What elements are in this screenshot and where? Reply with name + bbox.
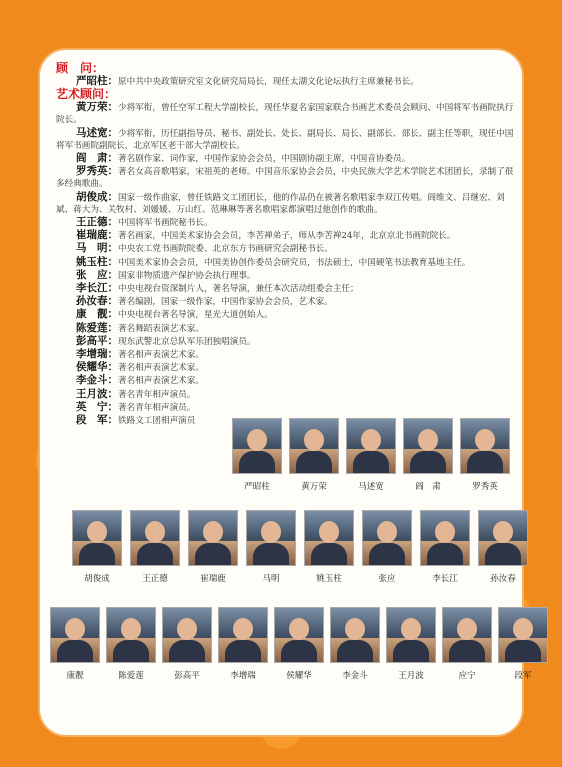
portrait-photo: [420, 510, 470, 566]
portrait-photo: [106, 607, 156, 663]
art-advisor-entry: [56, 229, 516, 242]
portrait-photo: [218, 607, 268, 663]
art-advisor-name: 崔瑞鹿：: [76, 229, 118, 242]
art-advisor-desc: 著名青年相声演员。: [118, 389, 196, 400]
art-advisor-entry: [56, 269, 516, 282]
art-advisor-name: 李长江：: [76, 282, 118, 295]
person-card: [106, 607, 156, 681]
portrait-caption: 胡俊成: [84, 574, 110, 584]
portrait-face: [319, 521, 339, 543]
person-card: [72, 510, 122, 584]
advisor-list: [56, 62, 516, 427]
portrait-face: [261, 521, 281, 543]
portrait-caption: 康靓: [66, 671, 84, 681]
portrait-photo: [498, 607, 548, 663]
person-card: [289, 418, 339, 492]
art-advisor-name: 段 军：: [76, 414, 118, 427]
portrait-face: [87, 521, 107, 543]
portrait-caption: 姚玉柱: [316, 574, 342, 584]
art-advisor-name: 陈爱莲：: [76, 321, 118, 334]
portrait-face: [361, 429, 381, 451]
art-advisor-name: 李金斗：: [76, 374, 118, 387]
art-advisor-desc: 著名相声表演艺术家。: [118, 363, 204, 374]
portrait-body: [225, 640, 261, 663]
art-advisor-entry: [56, 322, 516, 335]
portrait-face: [401, 618, 421, 640]
person-card: [50, 607, 100, 681]
portrait-body: [393, 640, 429, 663]
portrait-photo: [478, 510, 528, 566]
person-card: [403, 418, 453, 492]
art-advisor-entry: [56, 361, 516, 374]
portrait-body: [410, 451, 446, 474]
portrait-body: [57, 640, 93, 663]
person-card: [346, 418, 396, 492]
portrait-photo: [403, 418, 453, 474]
portrait-caption: 孙汝春: [490, 574, 516, 584]
portrait-face: [304, 429, 324, 451]
person-card: [362, 510, 412, 584]
portrait-face: [457, 618, 477, 640]
art-advisor-entry: [56, 191, 516, 216]
portrait-face: [475, 429, 495, 451]
art-advisor-entry: [56, 216, 516, 229]
art-advisor-name: 王正德：: [76, 216, 118, 229]
portrait-body: [485, 543, 521, 566]
advisor-name: 严昭柱：: [76, 75, 118, 87]
art-advisor-name: 阎 肃：: [76, 152, 118, 165]
portrait-caption: 崔瑞鹿: [200, 574, 226, 584]
art-advisor-desc: 著名编剧，国家一级作家，中国作家协会会员，艺术家。: [118, 297, 333, 308]
art-advisor-desc: 少将军衔，曾任空军工程大学副校长，现任华夏名家国家联合书画艺术委员会顾问、中国将军书画院执行院长。: [56, 103, 514, 126]
art-advisor-name: 彭高平：: [76, 334, 118, 347]
portrait-photo: [330, 607, 380, 663]
person-card: [498, 607, 548, 681]
art-advisor-desc: 著名相声表演艺术家。: [118, 376, 204, 387]
person-card: [420, 510, 470, 584]
art-advisor-entry: [56, 308, 516, 321]
portrait-face: [65, 618, 85, 640]
photo-row-3: [50, 607, 548, 681]
portrait-caption: 黄万荣: [301, 482, 327, 492]
portrait-photo: [246, 510, 296, 566]
portrait-body: [296, 451, 332, 474]
portrait-photo: [50, 607, 100, 663]
portrait-face: [289, 618, 309, 640]
art-advisor-name: 王月波：: [76, 387, 118, 400]
art-advisor-name: 罗秀英：: [76, 165, 118, 178]
portrait-face: [203, 521, 223, 543]
art-advisor-name: 英 宁：: [76, 400, 118, 413]
art-advisor-desc: 中央电视台资深制片人，著名导演，兼任本次活动组委会主任；: [118, 284, 359, 295]
portrait-caption: 段军: [514, 671, 532, 681]
art-advisor-name: 马 明：: [76, 242, 118, 255]
portrait-caption: 陈爱莲: [118, 671, 144, 681]
portrait-caption: 马明: [262, 574, 280, 584]
art-advisor-name: 马述宽：: [76, 126, 118, 139]
art-advisor-entry: [56, 335, 516, 348]
art-advisor-entry: [56, 282, 516, 295]
portrait-photo: [130, 510, 180, 566]
portrait-photo: [460, 418, 510, 474]
portrait-caption: 张应: [378, 574, 396, 584]
portrait-photo: [274, 607, 324, 663]
art-advisor-name: 孙汝春：: [76, 295, 118, 308]
art-advisor-name: 张 应：: [76, 268, 118, 281]
portrait-photo: [386, 607, 436, 663]
portrait-body: [337, 640, 373, 663]
art-advisor-entry: [56, 374, 516, 387]
art-advisor-entry: [56, 295, 516, 308]
portrait-photo: [162, 607, 212, 663]
portrait-caption: 马述宽: [358, 482, 384, 492]
person-card: [188, 510, 238, 584]
portrait-photo: [289, 418, 339, 474]
person-card: [274, 607, 324, 681]
advisor-entry: [56, 75, 516, 88]
art-advisor-name: 康 靓：: [76, 308, 118, 321]
portrait-caption: 应宁: [458, 671, 476, 681]
art-advisor-desc: 铁路文工团相声演员: [118, 416, 196, 427]
portrait-face: [345, 618, 365, 640]
art-advisor-desc: 少将军衔，历任副指导员、秘书、副处长、处长、副局长、局长、副部长、部长、副主任等职，现任中国将军书画院副院长，北京军区老干部大学副校长。: [56, 128, 514, 151]
portrait-face: [233, 618, 253, 640]
portrait-face: [435, 521, 455, 543]
art-advisor-desc: 中国美术家协会会员，中国美协创作委员会研究员，书法硕士，中国硬笔书法教育基地主任。: [118, 257, 471, 268]
person-card: [330, 607, 380, 681]
portrait-face: [493, 521, 513, 543]
portrait-body: [467, 451, 503, 474]
art-advisor-entry: [56, 127, 516, 152]
person-card: [218, 607, 268, 681]
portrait-body: [281, 640, 317, 663]
art-advisor-list: [56, 101, 516, 427]
portrait-face: [121, 618, 141, 640]
art-advisor-desc: 著名画家，中国美术家协会会员，李苦禅弟子，师从李苦禅24年，北京京北书画院院长。: [118, 231, 456, 242]
art-advisor-name: 黄万荣：: [76, 101, 118, 114]
portrait-body: [427, 543, 463, 566]
art-advisor-entry: [56, 388, 516, 401]
art-advisor-desc: 著名相声表演艺术家。: [118, 350, 204, 361]
portrait-photo: [304, 510, 354, 566]
art-advisor-heading: 艺术顾问：: [56, 87, 117, 102]
person-card: [246, 510, 296, 584]
photo-row-2: [72, 510, 528, 584]
advisor-desc: 原中共中央政策研究室文化研究局局长，现任太湖文化论坛执行主席兼秘书长。: [118, 77, 419, 87]
person-card: [478, 510, 528, 584]
portrait-photo: [232, 418, 282, 474]
portrait-photo: [188, 510, 238, 566]
art-advisor-desc: 现东武警北京总队军乐团独唱演员。: [118, 336, 256, 347]
art-advisor-name: 李增瑞：: [76, 348, 118, 361]
portrait-body: [239, 451, 275, 474]
portrait-caption: 李长江: [432, 574, 458, 584]
art-advisor-name: 侯耀华：: [76, 361, 118, 374]
art-advisor-desc: 著名剧作家、词作家，中国作家协会会员，中国剧协副主席，中国音协委员。: [118, 154, 411, 165]
art-advisor-entry: [56, 348, 516, 361]
art-advisor-entry: [56, 242, 516, 255]
advisor-heading: 顾 问：: [56, 61, 105, 75]
photo-row-1: [232, 418, 510, 492]
portrait-photo: [442, 607, 492, 663]
person-card: [386, 607, 436, 681]
portrait-body: [369, 543, 405, 566]
person-card: [442, 607, 492, 681]
art-advisor-name: 姚玉柱：: [76, 255, 118, 268]
art-advisor-desc: 中国将军书画院秘书长。: [118, 218, 213, 229]
portrait-caption: 王正德: [142, 574, 168, 584]
portrait-body: [311, 543, 347, 566]
art-advisor-desc: 国家非物质遗产保护协会执行理事。: [118, 270, 256, 281]
portrait-caption: 阎 肃: [415, 482, 441, 492]
portrait-body: [79, 543, 115, 566]
person-card: [162, 607, 212, 681]
art-advisor-desc: 中央电视台著名导演，星光大道创始人。: [118, 310, 273, 321]
art-advisor-entry: [56, 401, 516, 414]
portrait-face: [418, 429, 438, 451]
portrait-caption: 严昭柱: [244, 482, 270, 492]
person-card: [232, 418, 282, 492]
art-advisor-desc: 中央农工党书画院院委、北京东方书画研究会副秘书长。: [118, 244, 333, 255]
art-advisor-entry: [56, 152, 516, 165]
art-advisor-desc: 国家一级作曲家，曾任铁路文工团团长，他的作品仍在被著名歌唱家李双江传唱。阎维文、吕继宏、刘斌、蒋大为、关牧村、刘媛媛、万山红、范琳琳等著名歌唱家都演唱过他创作的歌曲。: [56, 192, 505, 215]
art-advisor-desc: 著名舞蹈表演艺术家。: [118, 323, 204, 334]
portrait-body: [253, 543, 289, 566]
portrait-face: [377, 521, 397, 543]
portrait-body: [195, 543, 231, 566]
portrait-photo: [72, 510, 122, 566]
person-card: [304, 510, 354, 584]
portrait-body: [113, 640, 149, 663]
portrait-face: [145, 521, 165, 543]
portrait-caption: 彭高平: [174, 671, 200, 681]
portrait-face: [247, 429, 267, 451]
portrait-photo: [346, 418, 396, 474]
art-advisor-name: 胡俊成：: [76, 190, 118, 203]
portrait-body: [353, 451, 389, 474]
art-advisor-entry: [56, 165, 516, 190]
portrait-caption: 李增瑞: [230, 671, 256, 681]
portrait-face: [513, 618, 533, 640]
portrait-face: [177, 618, 197, 640]
art-advisor-entry: [56, 101, 516, 126]
portrait-body: [505, 640, 541, 663]
portrait-caption: 侯耀华: [286, 671, 312, 681]
portrait-caption: 李金斗: [342, 671, 368, 681]
portrait-body: [169, 640, 205, 663]
portrait-photo: [362, 510, 412, 566]
person-card: [460, 418, 510, 492]
art-advisor-desc: 著名青年相声演员。: [118, 402, 196, 413]
portrait-body: [137, 543, 173, 566]
portrait-body: [449, 640, 485, 663]
portrait-caption: 王月波: [398, 671, 424, 681]
portrait-caption: 罗秀英: [472, 482, 498, 492]
person-card: [130, 510, 180, 584]
art-advisor-desc: 著名女高音歌唱家，宋祖英的老师。中国音乐家协会会员，中央民族大学艺术学院艺术团团长，录制了很多经典歌曲。: [56, 167, 514, 190]
art-advisor-entry: [56, 256, 516, 269]
